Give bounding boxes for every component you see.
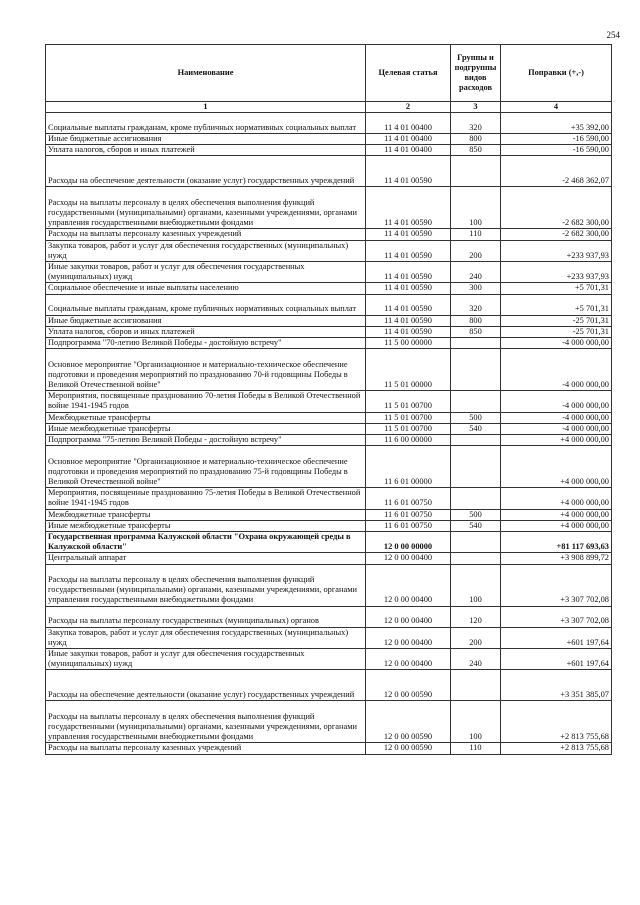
- table-row: [46, 670, 612, 701]
- column-number: 1: [46, 102, 366, 113]
- column-number: 4: [501, 102, 612, 113]
- table-row: [46, 701, 612, 743]
- cell-group: 800: [451, 315, 501, 326]
- cell-article: 11 4 01 00590: [366, 240, 451, 261]
- cell-group: 120: [451, 606, 501, 627]
- cell-group: [451, 670, 501, 701]
- table-row: [46, 187, 612, 229]
- cell-group: 500: [451, 509, 501, 520]
- cell-group: 110: [451, 229, 501, 240]
- cell-group: 320: [451, 113, 501, 134]
- table-row: [46, 283, 612, 294]
- cell-amount: -16 590,00: [501, 145, 612, 156]
- table-row: [46, 294, 612, 315]
- cell-article: 12 0 00 00400: [366, 564, 451, 606]
- cell-group: 100: [451, 564, 501, 606]
- cell-amount: -2 468 362,07: [501, 156, 612, 187]
- budget-table: [45, 44, 612, 755]
- cell-amount: -2 682 300,00: [501, 229, 612, 240]
- cell-name: Иные бюджетные ассигнования: [46, 315, 366, 326]
- cell-group: [451, 391, 501, 412]
- cell-amount: +4 000 000,00: [501, 435, 612, 446]
- cell-name: Иные закупки товаров, работ и услуг для обеспечения государственных (муниципальных) нужд: [46, 262, 366, 283]
- cell-article: 12 0 00 00400: [366, 553, 451, 564]
- cell-amount: +81 117 693,63: [501, 532, 612, 553]
- table-row: [46, 145, 612, 156]
- cell-amount: +601 197,64: [501, 627, 612, 648]
- cell-article: 12 0 00 00590: [366, 701, 451, 743]
- cell-group: 850: [451, 145, 501, 156]
- cell-name: Закупка товаров, работ и услуг для обеспечения государственных (муниципальных) нужд: [46, 627, 366, 648]
- column-number-row: [46, 102, 612, 113]
- cell-article: 11 5 01 00000: [366, 349, 451, 391]
- cell-name: Мероприятия, посвященные празднованию 70-летия Победы в Великой Отечественной войне 1941-1945 годов: [46, 391, 366, 412]
- cell-article: 12 0 00 00400: [366, 649, 451, 670]
- cell-group: 540: [451, 423, 501, 434]
- table-row: [46, 423, 612, 434]
- cell-article: 11 4 01 00590: [366, 187, 451, 229]
- cell-amount: +4 000 000,00: [501, 488, 612, 509]
- table-row: [46, 315, 612, 326]
- cell-name: Основное мероприятие "Организационное и материально-техническое обеспечение подготовки и проведения мероприятий по празднованию 70-й годовщины Победы в Великой Отечественной войне": [46, 349, 366, 391]
- cell-group: 240: [451, 262, 501, 283]
- cell-name: Социальные выплаты гражданам, кроме публичных нормативных социальных выплат: [46, 113, 366, 134]
- cell-amount: +5 701,31: [501, 294, 612, 315]
- cell-name: Расходы на обеспечение деятельности (оказание услуг) государственных учреждений: [46, 156, 366, 187]
- cell-name: Закупка товаров, работ и услуг для обеспечения государственных (муниципальных) нужд: [46, 240, 366, 261]
- cell-amount: -4 000 000,00: [501, 391, 612, 412]
- cell-amount: +4 000 000,00: [501, 446, 612, 488]
- cell-amount: +601 197,64: [501, 649, 612, 670]
- cell-name: Уплата налогов, сборов и иных платежей: [46, 326, 366, 337]
- cell-article: 11 4 01 00590: [366, 326, 451, 337]
- cell-name: Иные бюджетные ассигнования: [46, 134, 366, 145]
- header-groups: Группы и подгруппы видов расходов: [451, 45, 501, 102]
- cell-name: Иные закупки товаров, работ и услуг для обеспечения государственных (муниципальных) нужд: [46, 649, 366, 670]
- cell-group: [451, 156, 501, 187]
- cell-name: Подпрограмма "70-летию Великой Победы - достойную встречу": [46, 338, 366, 349]
- cell-name: Межбюджетные трансферты: [46, 509, 366, 520]
- cell-article: 11 4 01 00590: [366, 283, 451, 294]
- cell-group: 110: [451, 743, 501, 754]
- cell-amount: +2 813 755,68: [501, 743, 612, 754]
- cell-article: 11 4 01 00590: [366, 315, 451, 326]
- table-row: [46, 391, 612, 412]
- cell-article: 11 5 01 00700: [366, 391, 451, 412]
- cell-name: Уплата налогов, сборов и иных платежей: [46, 145, 366, 156]
- cell-article: 11 6 00 00000: [366, 435, 451, 446]
- cell-group: [451, 488, 501, 509]
- table-row: [46, 649, 612, 670]
- cell-article: 11 5 01 00700: [366, 423, 451, 434]
- cell-amount: +3 351 385,07: [501, 670, 612, 701]
- table-row: [46, 262, 612, 283]
- cell-article: 12 0 00 00590: [366, 743, 451, 754]
- cell-group: 240: [451, 649, 501, 670]
- cell-article: 11 6 01 00750: [366, 488, 451, 509]
- cell-article: 11 4 01 00590: [366, 229, 451, 240]
- cell-group: [451, 349, 501, 391]
- cell-article: 11 5 00 00000: [366, 338, 451, 349]
- table-row: [46, 627, 612, 648]
- cell-amount: -4 000 000,00: [501, 338, 612, 349]
- cell-amount: +3 908 899,72: [501, 553, 612, 564]
- header-article: Целевая статья: [366, 45, 451, 102]
- cell-name: Межбюджетные трансферты: [46, 412, 366, 423]
- cell-group: 100: [451, 187, 501, 229]
- cell-article: 11 4 01 00590: [366, 156, 451, 187]
- cell-amount: -25 701,31: [501, 315, 612, 326]
- cell-group: 540: [451, 520, 501, 531]
- cell-group: 100: [451, 701, 501, 743]
- table-row: [46, 564, 612, 606]
- cell-amount: -2 682 300,00: [501, 187, 612, 229]
- cell-name: Мероприятия, посвященные празднованию 75-летия Победы в Великой Отечественной войне 1941-1945 годов: [46, 488, 366, 509]
- cell-name: Расходы на выплаты персоналу казенных учреждений: [46, 229, 366, 240]
- cell-group: [451, 532, 501, 553]
- cell-name: Расходы на выплаты персоналу в целях обеспечения выполнения функций государственными (муниципальными) органами, казенными учреждениями, органами управления государственными внебюджетными фондами: [46, 701, 366, 743]
- page-number: 254: [606, 30, 620, 40]
- cell-amount: +35 392,00: [501, 113, 612, 134]
- cell-amount: +233 937,93: [501, 240, 612, 261]
- cell-name: Социальное обеспечение и иные выплаты населению: [46, 283, 366, 294]
- header-name: Наименование: [46, 45, 366, 102]
- cell-amount: +3 307 702,08: [501, 564, 612, 606]
- cell-name: Расходы на выплаты персоналу государственных (муниципальных) органов: [46, 606, 366, 627]
- cell-article: 11 6 01 00750: [366, 520, 451, 531]
- cell-amount: +4 000 000,00: [501, 509, 612, 520]
- cell-name: Расходы на выплаты персоналу казенных учреждений: [46, 743, 366, 754]
- cell-group: 200: [451, 627, 501, 648]
- table-row: [46, 134, 612, 145]
- cell-article: 12 0 00 00590: [366, 670, 451, 701]
- table-row: [46, 412, 612, 423]
- cell-article: 11 4 01 00400: [366, 113, 451, 134]
- table-row: [46, 338, 612, 349]
- table-body: [46, 113, 612, 755]
- cell-group: 200: [451, 240, 501, 261]
- table-row: [46, 349, 612, 391]
- table-row: [46, 743, 612, 754]
- cell-name: Подпрограмма "75-летию Великой Победы - достойную встречу": [46, 435, 366, 446]
- table-row: [46, 532, 612, 553]
- cell-amount: -4 000 000,00: [501, 412, 612, 423]
- cell-amount: -25 701,31: [501, 326, 612, 337]
- cell-group: 500: [451, 412, 501, 423]
- cell-article: 11 5 01 00700: [366, 412, 451, 423]
- cell-article: 11 4 01 00400: [366, 145, 451, 156]
- cell-amount: -4 000 000,00: [501, 423, 612, 434]
- table-row: [46, 326, 612, 337]
- table-row: [46, 606, 612, 627]
- cell-name: Иные межбюджетные трансферты: [46, 520, 366, 531]
- cell-group: [451, 338, 501, 349]
- cell-name: Расходы на выплаты персоналу в целях обеспечения выполнения функций государственными (муниципальными) органами, казенными учреждениями, органами управления государственными внебюджетными фондами: [46, 564, 366, 606]
- cell-amount: +5 701,31: [501, 283, 612, 294]
- cell-amount: +2 813 755,68: [501, 701, 612, 743]
- table-row: [46, 509, 612, 520]
- cell-article: 11 4 01 00400: [366, 134, 451, 145]
- header-amendments: Поправки (+,-): [501, 45, 612, 102]
- cell-name: Центральный аппарат: [46, 553, 366, 564]
- table-row: [46, 156, 612, 187]
- cell-name: Расходы на обеспечение деятельности (оказание услуг) государственных учреждений: [46, 670, 366, 701]
- cell-article: 11 4 01 00590: [366, 262, 451, 283]
- table-row: [46, 488, 612, 509]
- table-row: [46, 446, 612, 488]
- cell-article: 12 0 00 00400: [366, 606, 451, 627]
- cell-name: Социальные выплаты гражданам, кроме публичных нормативных социальных выплат: [46, 294, 366, 315]
- table-row: [46, 553, 612, 564]
- cell-name: Основное мероприятие "Организационное и материально-техническое обеспечение подготовки и проведения мероприятий по празднованию 75-й годовщины Победы в Великой Отечественной войне": [46, 446, 366, 488]
- cell-article: 11 6 01 00000: [366, 446, 451, 488]
- cell-group: [451, 553, 501, 564]
- cell-article: 11 6 01 00750: [366, 509, 451, 520]
- table-row: [46, 435, 612, 446]
- cell-group: [451, 435, 501, 446]
- cell-amount: +3 307 702,08: [501, 606, 612, 627]
- cell-amount: +233 937,93: [501, 262, 612, 283]
- cell-group: 320: [451, 294, 501, 315]
- cell-group: 850: [451, 326, 501, 337]
- cell-amount: -4 000 000,00: [501, 349, 612, 391]
- cell-group: 800: [451, 134, 501, 145]
- cell-name: Государственная программа Калужской области "Охрана окружающей среды в Калужской области": [46, 532, 366, 553]
- table-row: [46, 229, 612, 240]
- cell-article: 12 0 00 00400: [366, 627, 451, 648]
- cell-amount: +4 000 000,00: [501, 520, 612, 531]
- cell-article: 11 4 01 00590: [366, 294, 451, 315]
- cell-group: [451, 446, 501, 488]
- cell-article: 12 0 00 00000: [366, 532, 451, 553]
- cell-amount: -16 590,00: [501, 134, 612, 145]
- table-row: [46, 113, 612, 134]
- cell-name: Иные межбюджетные трансферты: [46, 423, 366, 434]
- table-header: [46, 45, 612, 102]
- table-row: [46, 240, 612, 261]
- column-number: 3: [451, 102, 501, 113]
- column-number: 2: [366, 102, 451, 113]
- cell-name: Расходы на выплаты персоналу в целях обеспечения выполнения функций государственными (муниципальными) органами, казенными учреждениями, органами управления государственными внебюджетными фондами: [46, 187, 366, 229]
- table-row: [46, 520, 612, 531]
- cell-group: 300: [451, 283, 501, 294]
